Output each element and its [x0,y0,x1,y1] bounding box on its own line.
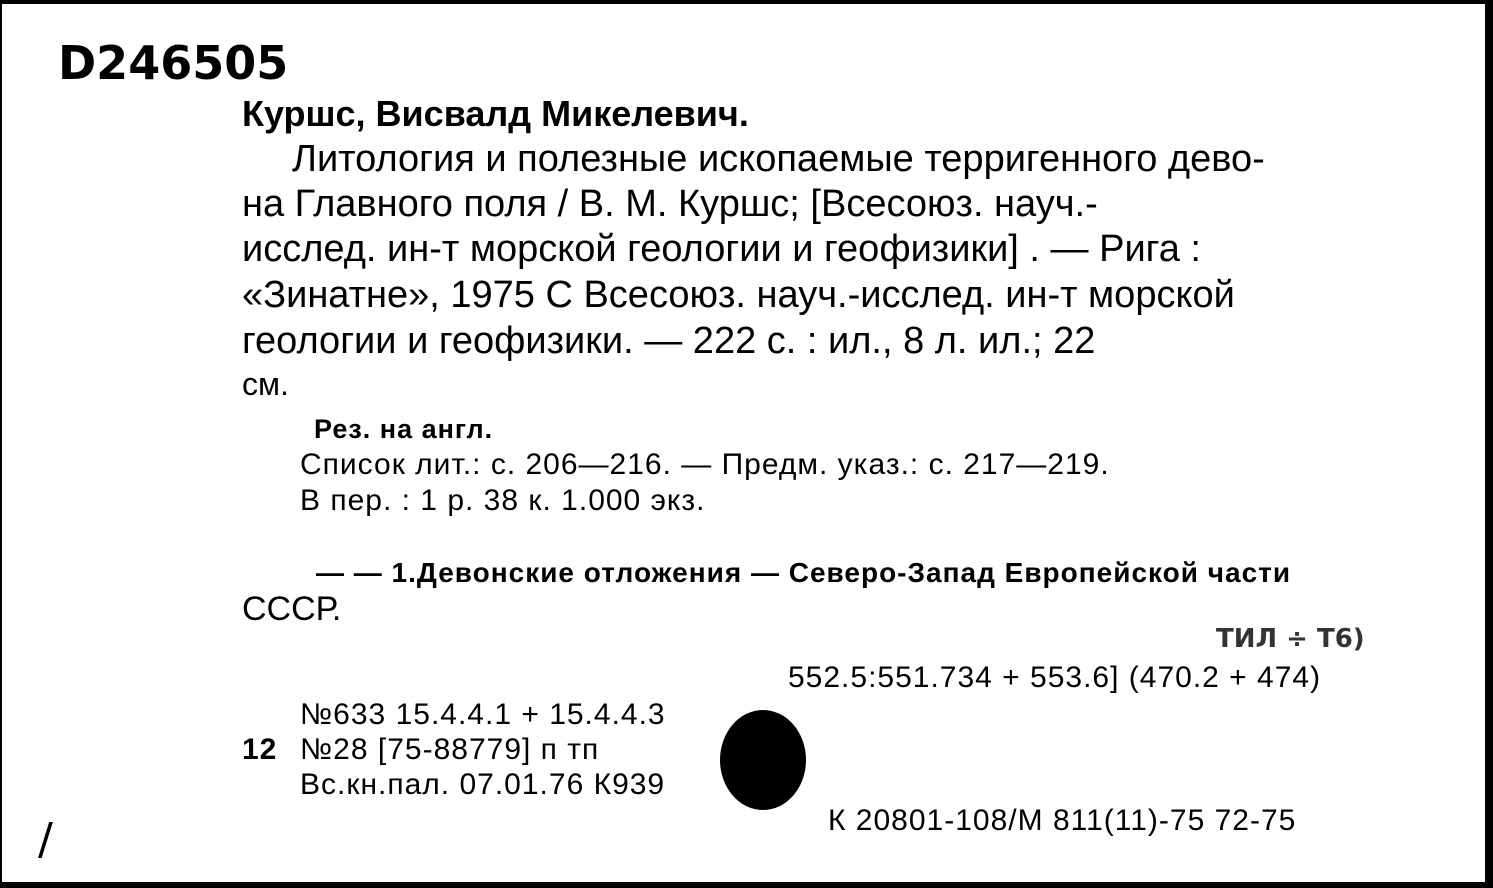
publisher-code: К 20801-108/М 811(11)-75 72-75 [828,804,1297,837]
description-line: на Главного поля / В. М. Куршс; [Всесоюз. науч.- [242,183,1098,225]
author-heading: Куршс, Висвалд Микелевич. [242,93,749,134]
description-line: Литология и полезные ископаемые терригенного дево- [292,138,1265,180]
catalog-card [2,2,1485,882]
description-line: см. [242,366,289,402]
code-line-2: №28 [75-88779] п тп [300,733,600,766]
margin-mark: / [38,814,53,865]
card-top-edge [2,2,1485,4]
description-line: геологии и геофизики. — 222 с. : ил., 8 л. ил.; 22 [242,320,1096,362]
description-line: «Зинатне», 1975 С Всесоюз. науч.-исслед. ин-т морской [242,274,1235,316]
inventory-number: D246505 [58,36,289,90]
description-line: исслед. ин-т морской геологии и геофизики] . — Рига : [242,228,1201,270]
code-line-2-prefix: 12 [242,733,278,766]
subject-heading-continued: СССР. [242,590,342,628]
card-punch-hole [720,710,806,810]
udc-index: 552.5:551.734 + 553.6] (470.2 + 474) [788,661,1322,694]
code-line-1: №633 15.4.4.1 + 15.4.4.3 [300,698,666,731]
note-price: В пер. : 1 р. 38 к. 1.000 экз. [300,484,706,517]
note-bibliography: Список лит.: с. 206—216. — Предм. указ.: с. 217—219. [300,448,1110,481]
handwritten-index: ТИЛ ÷ Т6) [1216,624,1365,654]
note-summary-language: Рез. на англ. [314,414,494,444]
code-line-3: Вс.кн.пал. 07.01.76 К939 [300,768,666,801]
subject-heading: — — 1.Девонские отложения — Северо-Запад Европейской части [316,557,1292,588]
